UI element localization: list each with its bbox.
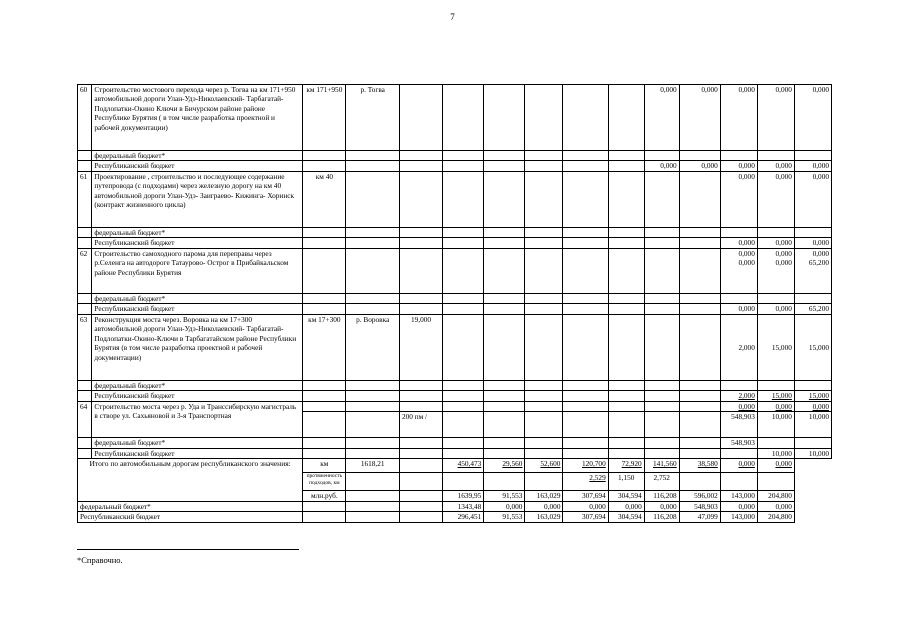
table-row	[78, 161, 832, 171]
row-number: 61	[78, 171, 92, 227]
value-cell: 0,000	[720, 171, 757, 227]
value-cell: 0,000	[757, 171, 794, 227]
value-line: 0,000	[775, 258, 792, 268]
value-cell: 0,000	[720, 85, 757, 151]
project-name: Строительство мостового перехода через р. Тогва на км 171+950 автомобильной дороги Улан-Удэ-Николаевский- Тарбагатай-Подлопатки-Окино Ключи в Бичурском районе районе Республике Бурятия ( в том числе разработка проектной и рабочей документации)	[92, 85, 303, 151]
table-row	[78, 238, 832, 248]
total-label: Итого по автомобильным дорогам республиканского значения:	[78, 459, 303, 501]
value-cell: 163,029	[525, 491, 563, 501]
value-cell: 143,000	[720, 491, 757, 501]
table-row	[78, 293, 832, 303]
project-name: Реконструкция моста через. Воровка на км 17+300 автомобильной дороги Улан-Удэ-Николаевский- Тарбагатай-Подлопатки-Окино-Ключи в Тарбагатайском районе Республики Бурятия (в том числе разработка проектной и рабочей документации)	[92, 314, 303, 380]
value-cell: 0,000	[563, 501, 608, 511]
table-row	[78, 171, 832, 227]
value-cell: 15,000	[757, 391, 794, 401]
row-number: 62	[78, 248, 92, 293]
value-cell: 10,000	[794, 412, 831, 438]
total-row	[78, 501, 832, 511]
table-row	[78, 380, 832, 390]
project-name: Строительство моста через р. Уда и Транссибирскую магистраль в створе ул. Сахьяновой и 3-я Транспортная	[92, 401, 303, 437]
value-cell: 0,000	[679, 85, 720, 151]
table-row	[78, 227, 832, 237]
value-cell: 2,000	[720, 391, 757, 401]
value-cell: 1,150	[608, 473, 644, 491]
value-cell: 91,553	[484, 512, 525, 522]
budget-label: Республиканский бюджет	[78, 512, 303, 522]
value-cell: 65,200	[794, 304, 831, 314]
value-cell: 0,000	[644, 85, 679, 151]
value-cell: 0,000	[720, 161, 757, 171]
table-row	[78, 401, 832, 411]
value-cell: 1639,95	[443, 491, 484, 501]
table-row	[78, 391, 832, 401]
table-row	[78, 438, 832, 448]
capacity-cell: 1618,21	[346, 459, 399, 473]
row-number: 63	[78, 314, 92, 380]
value-cell: 307,694	[563, 512, 608, 522]
value-cell: 0,000	[757, 304, 794, 314]
value-cell: 450,473	[443, 459, 484, 473]
value-cell: 120,700	[563, 459, 608, 473]
value-cell: 52,600	[525, 459, 563, 473]
value-cell: 0,000	[794, 161, 831, 171]
value-cell: 307,694	[563, 491, 608, 501]
budget-label: федеральный бюджет*	[92, 151, 303, 161]
value-cell	[794, 248, 831, 293]
table-row	[78, 314, 832, 380]
value-cell: 0,000	[679, 161, 720, 171]
value-cell: 143,000	[720, 512, 757, 522]
value-cell: 47,099	[679, 512, 720, 522]
table-row	[78, 448, 832, 458]
capacity-cell: 200 пм /	[399, 412, 442, 438]
budget-label: федеральный бюджет*	[78, 501, 303, 511]
table-row	[78, 85, 832, 151]
budget-label: федеральный бюджет*	[92, 227, 303, 237]
value-cell: 204,800	[757, 491, 794, 501]
unit-cell: млн.руб.	[303, 491, 346, 501]
value-cell: 10,000	[757, 412, 794, 438]
value-cell: 141,560	[644, 459, 679, 473]
value-cell: 0,000	[757, 501, 794, 511]
page-number: 7	[450, 12, 455, 22]
value-cell: 296,451	[443, 512, 484, 522]
value-cell: 0,000	[525, 501, 563, 511]
budget-label: Республиканский бюджет	[92, 238, 303, 248]
value-cell: 0,000	[794, 238, 831, 248]
object-cell: р. Воровка	[346, 314, 399, 380]
value-line: 0,000	[812, 248, 829, 258]
table-row	[78, 248, 832, 293]
table-row	[78, 151, 832, 161]
total-row	[78, 512, 832, 522]
project-name: Проектирование , строительство и последующее содержание путепровода (с подходами) через железную дорогу на км 40 автомобильной дороги Улан-Удэ- Заиграево- Кижинга- Хоринск (контракт жизненного цикла)	[92, 171, 303, 227]
value-cell: 0,000	[757, 238, 794, 248]
value-cell: 304,594	[608, 491, 644, 501]
table-row	[78, 304, 832, 314]
value-cell: 10,000	[794, 448, 831, 458]
value-cell: 0,000	[720, 501, 757, 511]
value-cell: 2,529	[563, 473, 608, 491]
budget-label: Республиканский бюджет	[92, 391, 303, 401]
project-name: Строительство самоходного парома для переправы через р.Селенга на автодороге Татаурово- Острог в Прибайкальском районе Республики Бурятия	[92, 248, 303, 293]
value-cell: 2,000	[720, 314, 757, 380]
value-line: 0,000	[738, 258, 755, 268]
total-row	[78, 459, 832, 473]
value-cell: 38,580	[679, 459, 720, 473]
budget-label: федеральный бюджет*	[92, 380, 303, 390]
value-cell: 0,000	[757, 161, 794, 171]
value-cell: 15,000	[794, 391, 831, 401]
budget-label: Республиканский бюджет	[92, 304, 303, 314]
value-cell	[757, 248, 794, 293]
budget-label: федеральный бюджет*	[92, 293, 303, 303]
unit-cell: км 40	[303, 171, 346, 227]
value-cell: 15,000	[757, 314, 794, 380]
value-cell: 72,920	[608, 459, 644, 473]
value-cell	[720, 248, 757, 293]
row-number: 64	[78, 401, 92, 437]
value-line: 65,200	[808, 258, 829, 268]
budget-label: Республиканский бюджет	[92, 448, 303, 458]
value-cell: 91,553	[484, 491, 525, 501]
value-cell: 0,000	[720, 304, 757, 314]
value-cell: 0,000	[794, 401, 831, 411]
value-cell: 548,903	[720, 438, 757, 448]
value-cell: 0,000	[644, 501, 679, 511]
unit-cell: протяженность подходов, км	[303, 473, 346, 491]
value-cell: 1343,48	[443, 501, 484, 511]
value-cell: 10,000	[757, 448, 794, 458]
value-cell: 304,594	[608, 512, 644, 522]
value-cell: 0,000	[720, 459, 757, 473]
program-table	[77, 84, 832, 523]
row-number: 60	[78, 85, 92, 151]
value-cell: 0,000	[644, 161, 679, 171]
value-cell: 116,208	[644, 491, 679, 501]
value-cell: 0,000	[794, 85, 831, 151]
unit-cell: км 171+950	[303, 85, 346, 151]
value-line: 0,000	[775, 248, 792, 258]
footnote-divider	[77, 549, 299, 550]
value-cell: 204,800	[757, 512, 794, 522]
value-cell: 163,029	[525, 512, 563, 522]
footnote: *Справочно.	[77, 555, 123, 565]
unit-cell: км	[303, 459, 346, 473]
value-cell: 15,000	[794, 314, 831, 380]
value-cell: 2,752	[644, 473, 679, 491]
value-cell: 0,000	[608, 501, 644, 511]
budget-label: Республиканский бюджет	[92, 161, 303, 171]
value-cell: 0,000	[794, 171, 831, 227]
value-cell: 0,000	[720, 401, 757, 411]
budget-label: федеральный бюджет*	[92, 438, 303, 448]
object-cell: р. Тогва	[346, 85, 399, 151]
value-cell: 0,000	[757, 85, 794, 151]
capacity-cell: 19,000	[399, 314, 442, 380]
value-cell: 0,000	[757, 459, 794, 473]
value-cell: 116,208	[644, 512, 679, 522]
value-cell: 548,903	[720, 412, 757, 438]
value-cell: 596,002	[679, 491, 720, 501]
value-cell: 29,560	[484, 459, 525, 473]
value-cell: 0,000	[757, 401, 794, 411]
value-cell: 0,000	[720, 238, 757, 248]
value-cell: 548,903	[679, 501, 720, 511]
value-cell: 0,000	[484, 501, 525, 511]
value-line: 0,000	[738, 248, 755, 258]
unit-cell: км 17+300	[303, 314, 346, 380]
